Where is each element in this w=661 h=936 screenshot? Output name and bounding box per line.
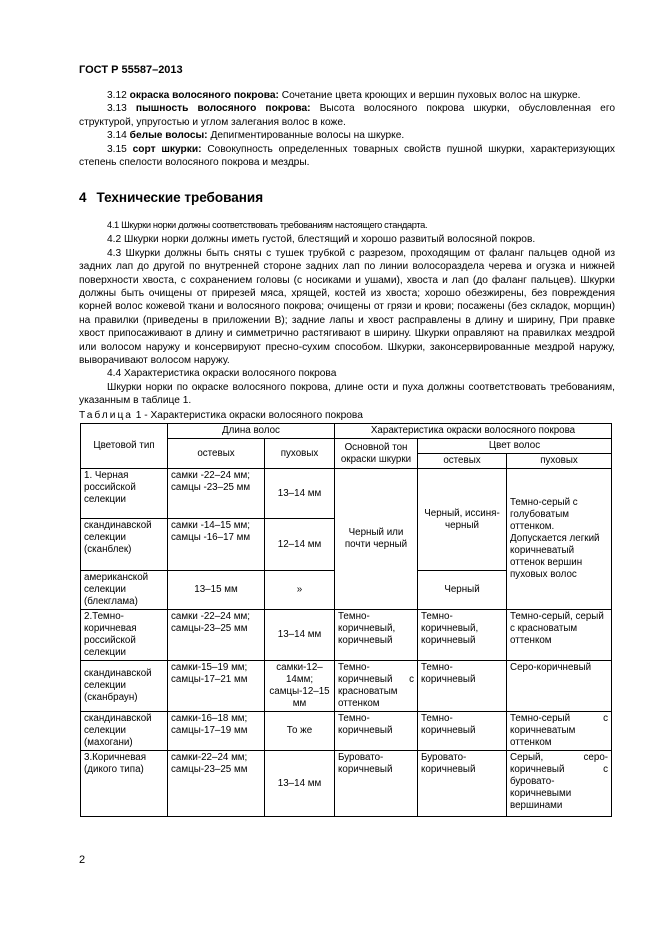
table-cell: Темно-коричневый, коричневый: [418, 610, 507, 661]
requirement-4-1: 4.1 Шкурки норки должны соответствовать требованиям настоящего стандарта.: [107, 220, 428, 230]
table-cell: Буровато-коричневый: [418, 751, 507, 817]
header-down-color: пуховых: [507, 454, 612, 469]
table-cell: скандинавской селекции (сканблек): [81, 519, 168, 571]
header-guard-color: остевых: [418, 454, 507, 469]
table-cell: Темно-серый, серый с красноватым оттенком: [507, 610, 612, 661]
table-cell: Темно-коричневый: [418, 712, 507, 751]
table-caption: Таблица 1 - Характеристика окраски волосяного покрова: [79, 410, 363, 421]
table-cell: Буровато-коричневый: [335, 751, 418, 817]
table-cell: Темно-коричневый, коричневый: [335, 610, 418, 661]
table-cell: 13–14 мм: [265, 610, 335, 661]
table-cell: 13–14 мм: [265, 751, 335, 817]
table-cell: Темно-коричневый с красноватым оттенком: [335, 661, 418, 712]
header-down-length: пуховых: [265, 439, 335, 469]
table-cell: Серо-коричневый: [507, 661, 612, 712]
table-cell: 3.Коричневая (дикого типа): [81, 751, 168, 817]
table-cell: Темно-серый с голубоватым оттенком. Допускается легкий коричневатый оттенок вершин пуховых волос: [507, 469, 612, 610]
requirement-4-3: 4.3 Шкурки должны быть сняты с тушек трубкой с разрезом, проходящим от фаланг пальцев одной из задних лап до другой по внутренней стороне задних лап по линии волосораздела черева и огузка и нижней поверхности хвоста, с сохранением головы (с носиками и ушами), хвоста и лап (до фаланг пальцев). Шкурки должны быть очищены от прирезей мяса, хрящей, костей из хвоста; хорошо обезжирены, без повреждения корней волос кожевой ткани и волосяного покрова; очищены от грязи и крови; посажены (без складок, морщин) на правилки (приведены в приложении В); задние лапы и хвост расправлены в длину и ширину, При правке хвост припосаживают в длину и симметрично растягивают в ширину. Шкурки оправляют на правилках мездрой или волосом наружу и консервируют пресно-сухим способом. Шкурки, законсервированные мездрой наружу, выворачивают волосом наружу.: [79, 247, 615, 367]
requirements-block: [79, 219, 615, 408]
table-cell: самки -14–15 мм; самцы -16–17 мм: [168, 519, 265, 571]
definition-3-12: 3.12 окраска волосяного покрова: Сочетание цвета кроющих и вершин пуховых волос на шкурке.: [107, 90, 581, 101]
requirement-4-2: 4.2 Шкурки норки должны иметь густой, блестящий и хорошо развитый волосяной покров.: [107, 234, 536, 246]
table-cell: 1. Черная российской селекции: [81, 469, 168, 519]
table-cell: самки-15–19 мм; самцы-17–21 мм: [168, 661, 265, 712]
section-heading: 4 Технические требования: [79, 190, 264, 205]
requirement-4-4-text: Шкурки норки по окраске волосяного покрова, длине ости и пуха должны соответствовать требованиям, указанным в таблице 1.: [79, 381, 615, 407]
table-cell: скандинавской селекции (сканбраун): [81, 661, 168, 712]
table-cell: самки-16–18 мм; самцы-17–19 мм: [168, 712, 265, 751]
table-cell: Темно-серый с коричневатым оттенком: [507, 712, 612, 751]
table-cell: »: [265, 571, 335, 610]
table-cell: самки-12–14мм; самцы-12–15 мм: [265, 661, 335, 712]
table-cell: Черный: [418, 571, 507, 610]
table-cell: 12–14 мм: [265, 519, 335, 571]
table-cell: 13–14 мм: [265, 469, 335, 519]
definition-3-14: 3.14 белые волосы: Депигментированные волосы на шкурке.: [107, 130, 405, 142]
page-number: 2: [79, 854, 86, 866]
header-base-tone: Основной тон окраски шкурки: [335, 439, 418, 469]
table-cell: скандинавской селекции (махогани): [81, 712, 168, 751]
table-cell: Черный или почти черный: [335, 469, 418, 610]
table-cell: То же: [265, 712, 335, 751]
definition-3-15: 3.15 сорт шкурки: Совокупность определенных товарных свойств пушной шкурки, характеризующих степень спелости волосяного покрова и мездры.: [79, 143, 615, 169]
header-hair-color: Цвет волос: [418, 439, 612, 454]
table-cell: 2.Темно-коричневая российской селекции: [81, 610, 168, 661]
table-cell: Серый, серо-коричневый с буровато-коричневыми вершинами: [507, 751, 612, 817]
table-cell: американской селекции (блекглама): [81, 571, 168, 610]
requirement-4-4: 4.4 Характеристика окраски волосяного покрова: [107, 368, 337, 380]
table-cell: 13–15 мм: [168, 571, 265, 610]
table-cell: Темно-коричневый: [418, 661, 507, 712]
table-cell: самки -22–24 мм; самцы -23–25 мм: [168, 469, 265, 519]
standard-header: ГОСТ Р 55587–2013: [79, 64, 183, 76]
header-hair-length: Длина волос: [168, 424, 335, 439]
table-cell: самки-22–24 мм; самцы-23–25 мм: [168, 751, 265, 817]
definition-3-13: 3.13 пышность волосяного покрова: Высота волосяного покрова шкурки, обусловленная его структурой, упругостью и углом залегания волос в коже.: [79, 103, 615, 128]
header-color-type: Цветовой тип: [81, 424, 168, 469]
table-cell: самки -22–24 мм; самцы-23–25 мм: [168, 610, 265, 661]
header-guard-length: остевых: [168, 439, 265, 469]
fur-color-table: [80, 423, 612, 817]
table-cell: Темно-коричневый: [335, 712, 418, 751]
table-cell: Черный, иссиня-черный: [418, 469, 507, 571]
header-color-characteristics: Характеристика окраски волосяного покрова: [335, 424, 612, 439]
definitions-block: [79, 89, 615, 169]
